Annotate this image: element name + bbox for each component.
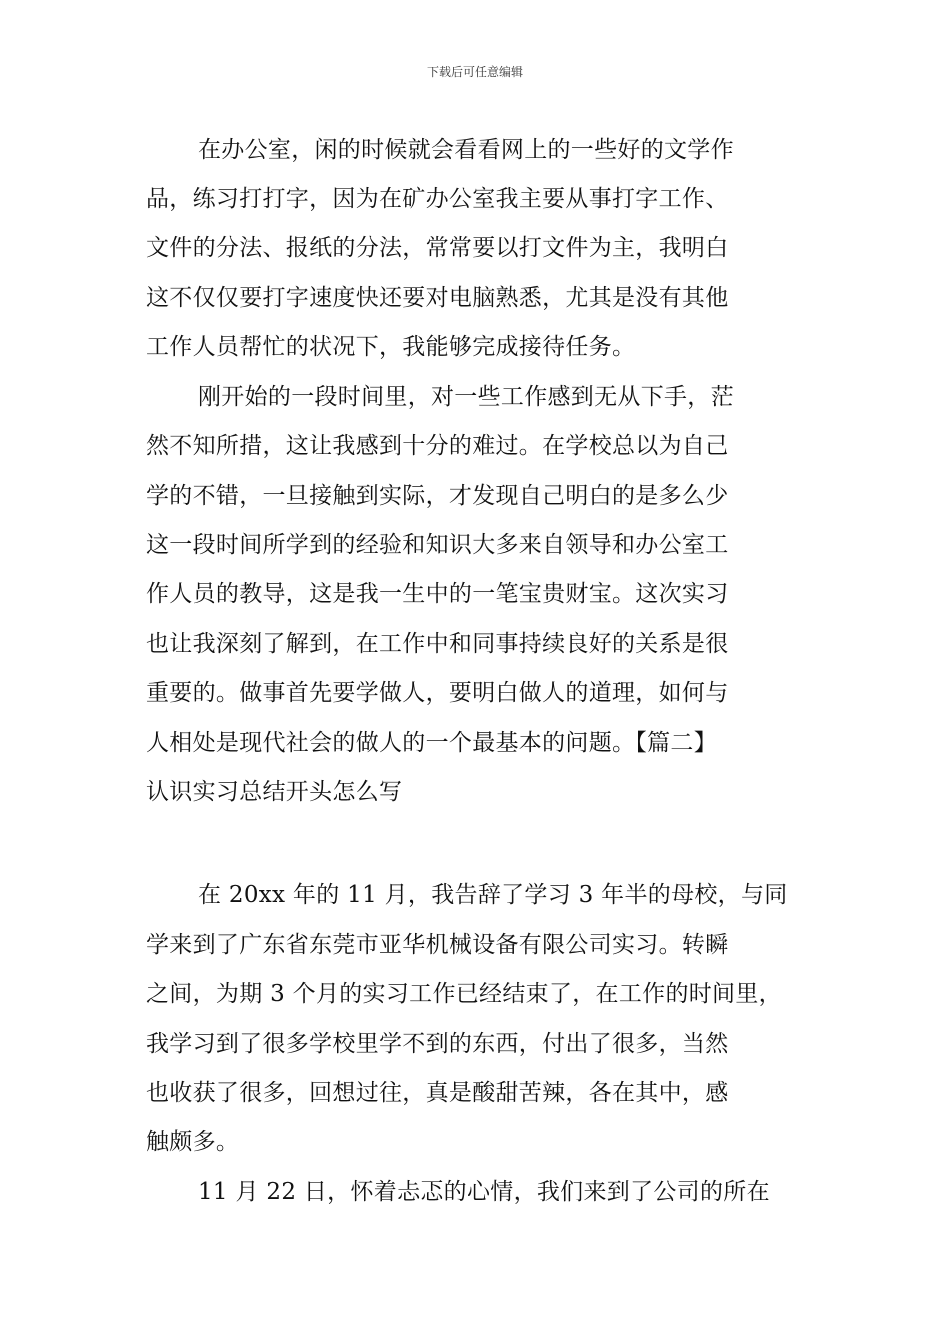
text-line: 刚开始的一段时间里，对一些工作感到无从下手，茫 <box>198 384 734 410</box>
section-title-line: 认识实习总结开头怎么写 <box>146 779 403 805</box>
text-line: 我学习到了很多学校里学不到的东西，付出了很多，当然 <box>146 1031 729 1057</box>
text-line: 然不知所措，这让我感到十分的难过。在学校总以为自己 <box>146 433 729 459</box>
text-line: 在办公室，闲的时候就会看看网上的一些好的文学作 <box>198 137 734 163</box>
text-line: 之间，为期 3 个月的实习工作已经结束了，在工作的时间里， <box>146 981 782 1007</box>
text-line: 这一段时间所学到的经验和知识大多来自领导和办公室工 <box>146 532 729 558</box>
text-line: 触颇多。 <box>146 1129 240 1155</box>
text-line: 工作人员帮忙的状况下，我能够完成接待任务。 <box>146 334 636 360</box>
text-line: 学的不错，一旦接触到实际，才发现自己明白的是多么少 <box>146 483 729 509</box>
text-line: 品，练习打打字，因为在矿办公室我主要从事打字工作、 <box>146 186 729 212</box>
text-line: 也收获了很多，回想过往，真是酸甜苦辣，各在其中，感 <box>146 1080 729 1106</box>
text-line: 这不仅仅要打字速度快还要对电脑熟悉，尤其是没有其他 <box>146 285 729 311</box>
text-line: 11 月 22 日，怀着忐忑的心情，我们来到了公司的所在 <box>198 1179 770 1205</box>
page-header: 下载后可任意编辑 <box>426 65 523 79</box>
text-line: 学来到了广东省东莞市亚华机械设备有限公司实习。转瞬 <box>146 932 729 958</box>
text-line: 作人员的教导，这是我一生中的一笔宝贵财宝。这次实习 <box>146 581 729 607</box>
text-line: 在 20xx 年的 11 月，我告辞了学习 3 年半的母校，与同 <box>198 882 788 908</box>
text-line: 人相处是现代社会的做人的一个最基本的问题。【篇二】 <box>146 730 717 756</box>
text-line: 也让我深刻了解到，在工作中和同事持续良好的关系是很 <box>146 631 729 657</box>
text-line: 重要的。做事首先要学做人，要明白做人的道理，如何与 <box>146 680 729 706</box>
text-line: 文件的分法、报纸的分法，常常要以打文件为主，我明白 <box>146 235 729 261</box>
